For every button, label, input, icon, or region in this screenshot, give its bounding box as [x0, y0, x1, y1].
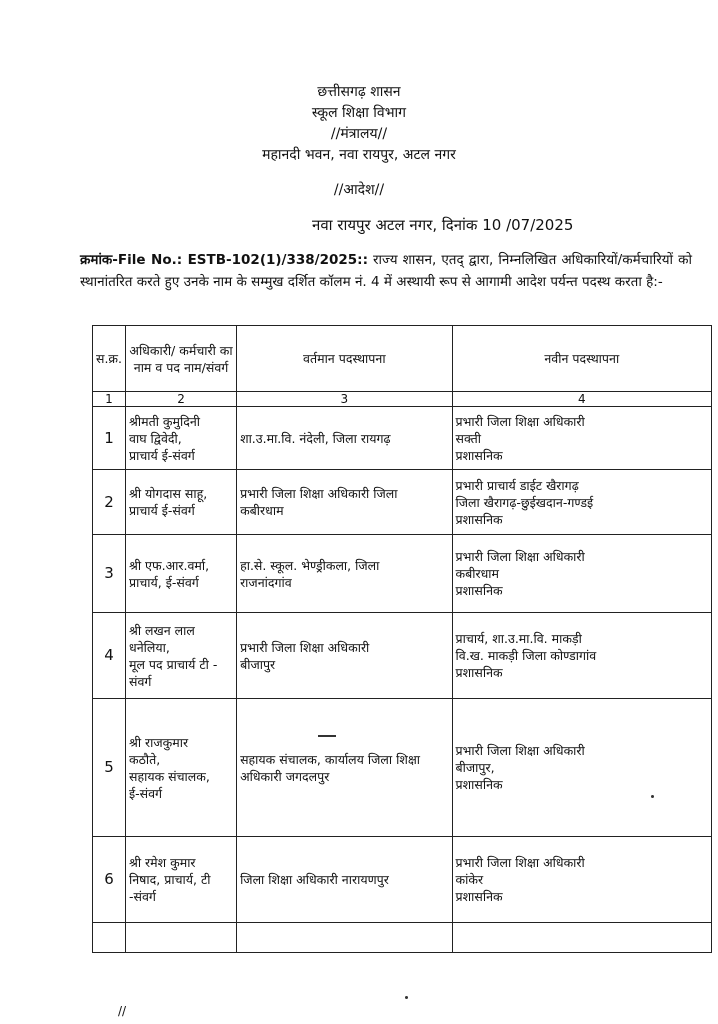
row-sr: 3: [93, 535, 126, 613]
name-line: श्रीमती कुमुदिनी: [129, 413, 201, 429]
name-line: सहायक संचालक,: [129, 768, 210, 784]
empty-cell: [237, 923, 452, 953]
row-name: [126, 407, 237, 470]
row-sr: 5: [93, 699, 126, 837]
name-line: श्री एफ.आर.वर्मा,: [129, 557, 210, 573]
document-header: [0, 82, 718, 166]
scan-speck: [651, 795, 654, 798]
current-line: हा.से. स्कूल. भेण्ड्रीकला, जिला: [240, 557, 380, 573]
government-name: छत्तीसगढ़ शासन: [317, 84, 401, 100]
current-line: शा.उ.मा.वि. नंदेली, जिला रायगढ़: [240, 430, 391, 446]
row-name: [126, 535, 237, 613]
table-row: [93, 837, 712, 923]
name-line: कठौते,: [129, 751, 161, 767]
row-sr: 6: [93, 837, 126, 923]
name-line: श्री योगदास साहू,: [129, 486, 208, 501]
empty-cell: [93, 923, 126, 953]
row-sr: 2: [93, 470, 126, 535]
row-current-posting: [237, 699, 452, 837]
empty-cell: [126, 923, 237, 953]
name-line: श्री लखन लाल: [129, 622, 195, 638]
name-line: ई-संवर्ग: [129, 785, 163, 801]
new-line: प्रभारी प्राचार्य डाईट खैरागढ़: [455, 477, 579, 493]
row-current-posting: [237, 613, 452, 699]
name-line: मूल पद प्राचार्य टी -: [129, 656, 218, 672]
column-number: 3: [237, 392, 452, 407]
new-line: प्रशासनिक: [455, 665, 503, 680]
new-line: प्रशासनिक: [455, 889, 503, 904]
current-line: प्रभारी जिला शिक्षा अधिकारी: [240, 639, 370, 655]
name-line: धनेलिया,: [129, 639, 170, 655]
new-line: प्रशासनिक: [455, 447, 503, 463]
name-line: प्राचार्य ई-संवर्ग: [129, 503, 195, 518]
column-number: 4: [452, 392, 711, 407]
row-new-posting: [452, 535, 711, 613]
header-name: अधिकारी/ कर्मचारी का नाम व पद नाम/संवर्ग: [126, 326, 237, 392]
new-line: प्रशासनिक: [455, 511, 503, 527]
row-current-posting: [237, 470, 452, 535]
name-line: निषाद, प्राचार्य, टी: [129, 872, 211, 887]
new-line: सक्ती: [455, 430, 482, 446]
table-header-row: [93, 326, 712, 392]
table-row: [93, 470, 712, 535]
column-number-row: [93, 392, 712, 407]
name-line: संवर्ग: [129, 673, 152, 689]
new-line: प्रभारी जिला शिक्षा अधिकारी: [455, 743, 585, 758]
current-line: जिला शिक्षा अधिकारी नारायणपुर: [240, 872, 389, 887]
order-intro: [80, 249, 692, 293]
row-name: [126, 699, 237, 837]
current-line: कबीरधाम: [240, 503, 284, 518]
row-name: [126, 470, 237, 535]
footer-mark: //: [118, 1004, 127, 1018]
transfer-table: [92, 325, 712, 953]
empty-cell: [452, 923, 711, 953]
row-new-posting: [452, 837, 711, 923]
current-line: प्रभारी जिला शिक्षा अधिकारी जिला: [240, 486, 398, 501]
intro-text: राज्य शासन, एतद् द्वारा, निम्नलिखित अधिकारियों/कर्मचारियों को स्थानांतरित करते हुए उनके नाम के सम्मुख दर्शित कॉलम नं. 4 में अस्थायी रूप से आगामी आदेश पर्यन्त पदस्थ करता है:-: [80, 252, 692, 290]
pen-mark: [318, 735, 336, 740]
new-line: प्रभारी जिला शिक्षा अधिकारी: [455, 549, 585, 564]
new-line: प्रभारी जिला शिक्षा अधिकारी: [455, 855, 585, 870]
new-line: बीजापुर,: [455, 760, 495, 775]
new-line: प्रशासनिक: [455, 583, 503, 598]
order-dateline: नवा रायपुर अटल नगर, दिनांक 10 /07/2025: [312, 216, 574, 234]
current-line: अधिकारी जगदलपुर: [240, 768, 330, 784]
header-current-posting: वर्तमान पदस्थापना: [237, 326, 452, 392]
table-row: [93, 699, 712, 837]
new-line: प्रभारी जिला शिक्षा अधिकारी: [455, 413, 585, 429]
scan-speck: [405, 996, 408, 999]
row-current-posting: [237, 407, 452, 470]
current-line: सहायक संचालक, कार्यालय जिला शिक्षा: [240, 751, 421, 767]
header-sr: स.क्र.: [93, 326, 126, 392]
row-current-posting: [237, 535, 452, 613]
column-number: 2: [126, 392, 237, 407]
new-line: वि.ख. माकड़ी जिला कोण्डागांव: [455, 648, 597, 663]
ministry-label: //मंत्रालय//: [330, 126, 388, 142]
file-number: क्रमांक-File No.: ESTB-102(1)/338/2025::: [80, 252, 368, 268]
row-name: [126, 613, 237, 699]
new-line: जिला खैरागढ़-छुईखदान-गण्डई: [455, 494, 594, 510]
row-sr: 1: [93, 407, 126, 470]
current-line: बीजापुर: [240, 656, 276, 672]
name-line: -संवर्ग: [129, 889, 156, 904]
row-new-posting: [452, 407, 711, 470]
new-line: प्राचार्य, शा.उ.मा.वि. माकड़ी: [455, 631, 582, 646]
name-line: वाघ द्विवेदी,: [129, 430, 182, 446]
new-line: कांकेर: [455, 872, 484, 887]
office-address: महानदी भवन, नवा रायपुर, अटल नगर: [262, 147, 456, 163]
order-title: //आदेश//: [333, 182, 385, 198]
new-line: प्रशासनिक: [455, 777, 503, 792]
current-line: राजनांदगांव: [240, 574, 292, 590]
table-row: [93, 613, 712, 699]
department-name: स्कूल शिक्षा विभाग: [311, 105, 407, 121]
new-line: कबीरधाम: [455, 566, 500, 581]
row-new-posting: [452, 613, 711, 699]
table-row-partial: [93, 923, 712, 953]
table-row: [93, 407, 712, 470]
name-line: श्री राजकुमार: [129, 734, 189, 750]
row-name: [126, 837, 237, 923]
row-new-posting: [452, 699, 711, 837]
table-row: [93, 535, 712, 613]
name-line: श्री रमेश कुमार: [129, 855, 196, 870]
header-new-posting: नवीन पदस्थापना: [452, 326, 711, 392]
row-new-posting: [452, 470, 711, 535]
column-number: 1: [93, 392, 126, 407]
row-sr: 4: [93, 613, 126, 699]
name-line: प्राचार्य ई-संवर्ग: [129, 447, 195, 463]
row-current-posting: [237, 837, 452, 923]
name-line: प्राचार्य, ई-संवर्ग: [129, 574, 199, 590]
